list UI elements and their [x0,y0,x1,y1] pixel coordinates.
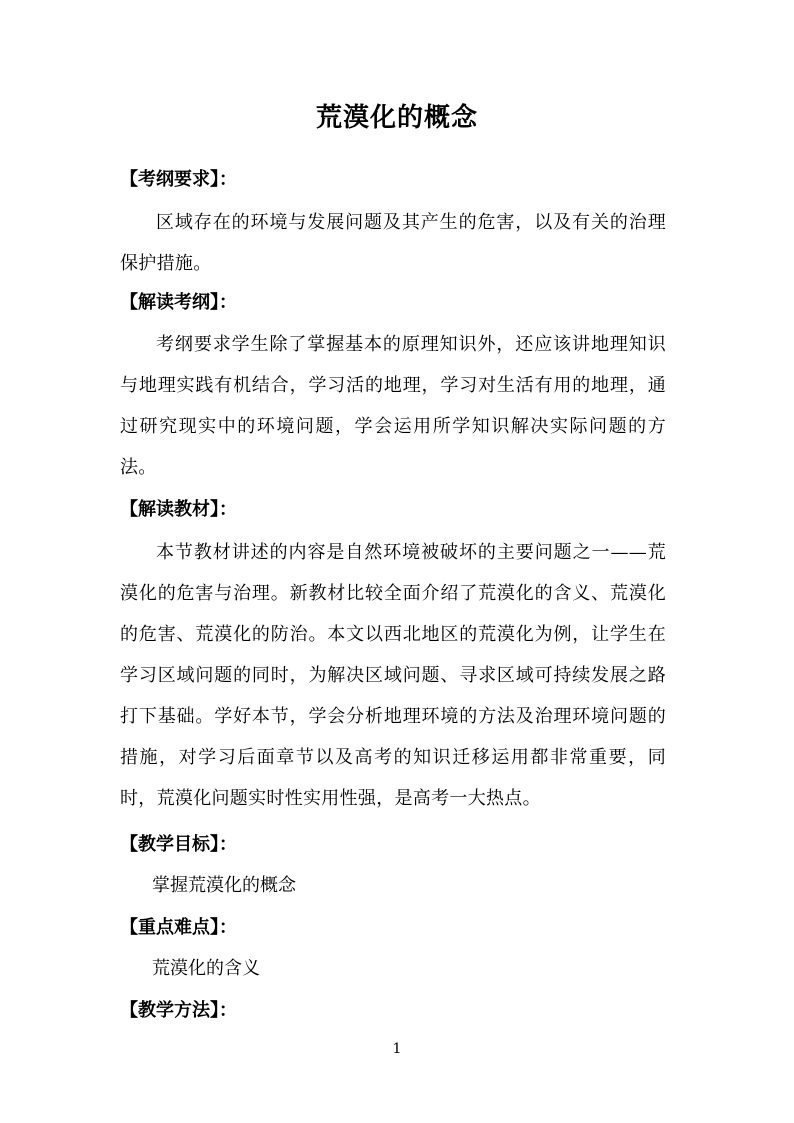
section-heading-teaching-methods: 【教学方法】： [120,1000,237,1021]
section-heading-interpret-syllabus: 【解读考纲】： [120,292,237,313]
document-title: 荒漠化的概念 [315,103,478,133]
section-heading-exam-requirements: 【考纲要求】： [120,169,237,190]
page-number: 1 [392,1041,402,1057]
section-heading-key-difficulties: 【重点难点】： [120,917,237,938]
section-text-teaching-goals: 掌握荒漠化的概念 [152,875,296,896]
section-text-interpret-textbook: 本节教材讲述的内容是自然环境被破坏的主要问题之一——荒漠化的危害与治理。新教材比较全面介绍了荒漠化的含义、荒漠化的危害、荒漠化的防治。本文以西北地区的荒漠化为例，让学生在学习区域问题的同时，为解决区域问题、寻求区域可持续发展之路打下基础。学好本节，学会分析地理环境的方法及治理环境问题的措施，对学习后面章节以及高考的知识迁移运用都非常重要，同时，荒漠化问题实时性实用性强，是高考一大热点。 [120,542,666,809]
section-text-interpret-syllabus: 考纲要求学生除了掌握基本的原理知识外，还应该讲地理知识与地理实践有机结合，学习活的地理，学习对生活有用的地理，通过研究现实中的环境问题，学会运用所学知识解决实际问题的方法。 [120,334,666,478]
section-heading-teaching-goals: 【教学目标】： [120,834,237,855]
section-heading-interpret-textbook: 【解读教材】： [120,499,237,520]
section-text-key-difficulties: 荒漠化的含义 [152,958,260,979]
section-text-exam-requirements: 区域存在的环境与发展问题及其产生的危害，以及有关的治理保护措施。 [120,212,666,274]
